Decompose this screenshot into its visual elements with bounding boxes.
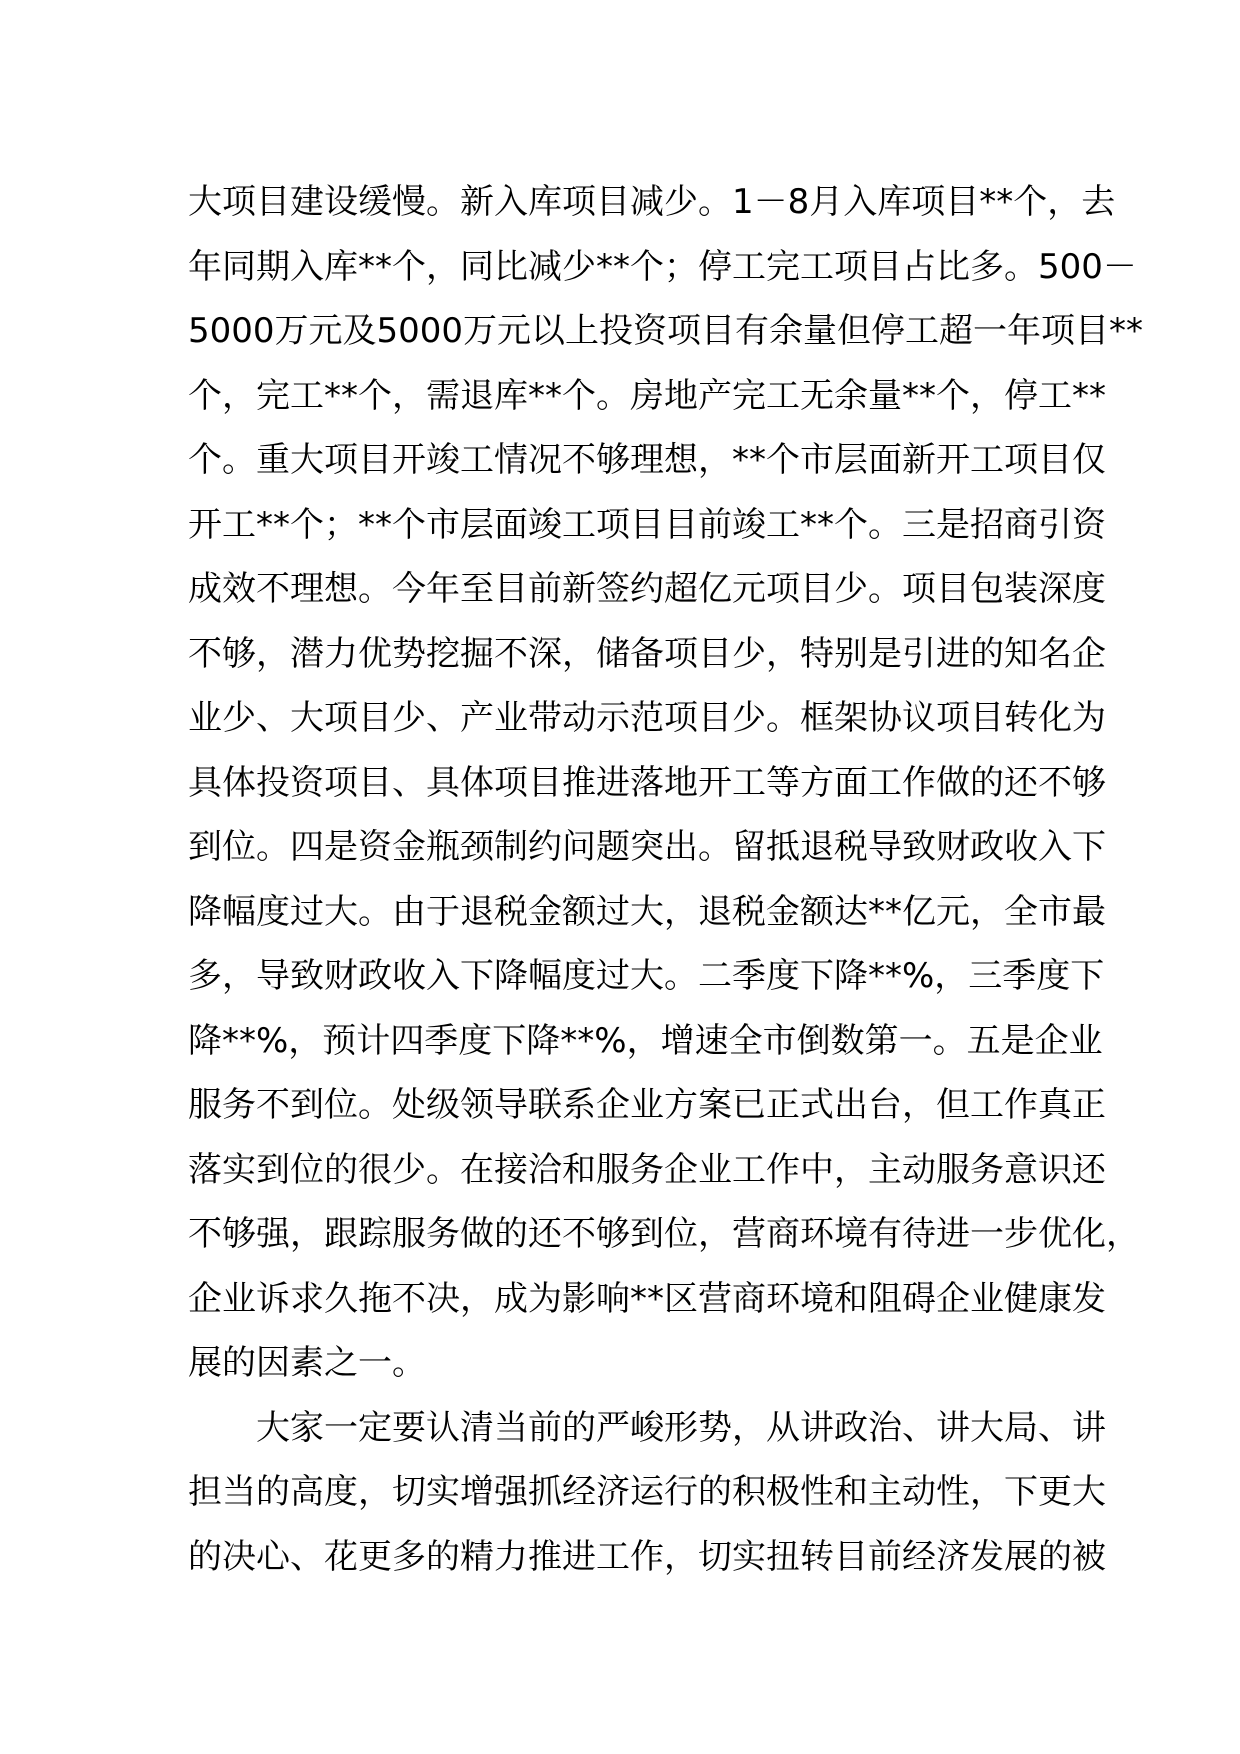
text-line: 降**%，预计四季度下降**%，增速全市倒数第一。五是企业 <box>188 1020 1103 1061</box>
text-line: 业少、大项目少、产业带动示范项目少。框架协议项目转化为 <box>188 698 1106 738</box>
text-line: 不够强，跟踪服务做的还不够到位，营商环境有待进一步优化， <box>188 1214 1140 1254</box>
text-line: 大项目建设缓慢。新入库项目减少。1－8月入库项目**个，去 <box>188 182 1116 222</box>
text-line: 个，完工**个，需退库**个。房地产完工无余量**个，停工** <box>188 375 1106 416</box>
text-line: 开工**个；**个市层面竣工项目目前竣工**个。三是招商引资 <box>188 504 1106 545</box>
text-line: 担当的高度，切实增强抓经济运行的积极性和主动性，下更大 <box>188 1472 1106 1512</box>
text-line: 不够，潜力优势挖掘不深，储备项目少，特别是引进的知名企 <box>188 633 1106 674</box>
text-line: 5000万元及5000万元以上投资项目有余量但停工超一年项目** <box>188 311 1144 351</box>
text-line: 个。重大项目开竣工情况不够理想，**个市层面新开工项目仅 <box>188 440 1106 480</box>
text-line: 展的因素之一。 <box>188 1343 426 1383</box>
text-line: 的决心、花更多的精力推进工作，切实扭转目前经济发展的被 <box>188 1536 1106 1577</box>
text-line: 落实到位的很少。在接洽和服务企业工作中，主动服务意识还 <box>188 1149 1106 1190</box>
text-line: 服务不到位。处级领导联系企业方案已正式出台，但工作真正 <box>188 1085 1106 1125</box>
document-body <box>188 170 1144 1589</box>
text-line: 到位。四是资金瓶颈制约问题突出。留抵退税导致财政收入下 <box>188 827 1106 867</box>
text-line: 企业诉求久拖不决，成为影响**区营商环境和阻碍企业健康发 <box>188 1278 1106 1319</box>
text-line: 成效不理想。今年至目前新签约超亿元项目少。项目包装深度 <box>188 569 1106 609</box>
text-line: 具体投资项目、具体项目推进落地开工等方面工作做的还不够 <box>188 762 1106 803</box>
text-line: 多，导致财政收入下降幅度过大。二季度下降**%，三季度下 <box>188 956 1105 996</box>
text-line: 降幅度过大。由于退税金额过大，退税金额达**亿元，全市最 <box>188 891 1106 932</box>
text-line: 年同期入库**个，同比减少**个；停工完工项目占比多。500－ <box>188 246 1137 287</box>
paragraph-start-line: 大家一定要认清当前的严峻形势，从讲政治、讲大局、讲 <box>256 1407 1106 1448</box>
